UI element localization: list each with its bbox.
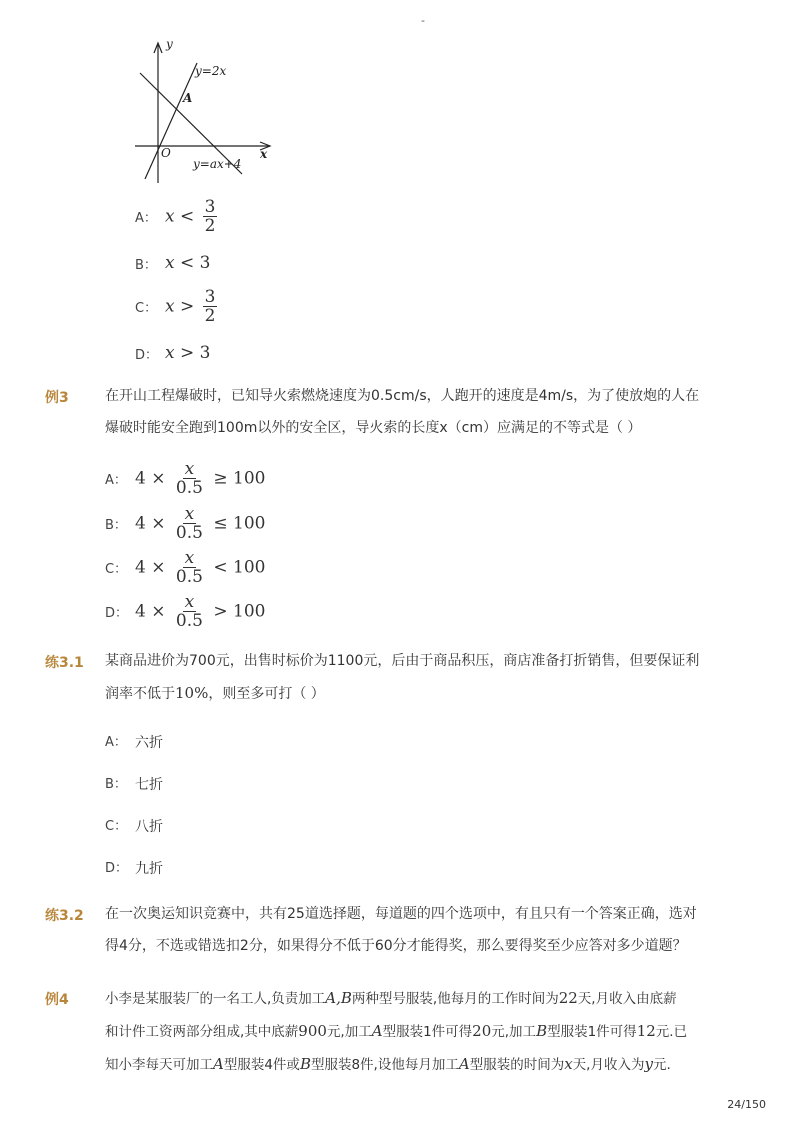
x-axis-label: x xyxy=(260,147,268,161)
prev-option-d[interactable]: D： x > 3 xyxy=(135,343,211,363)
practice-3-1-question xyxy=(105,645,765,710)
example-3-line1: 在开山工程爆破时，已知导火索燃烧速度为0.5cm/s，人跑开的速度是4m/s，为了使放炮的人在 xyxy=(105,388,700,404)
practice-3-1-line2: 润率不低于10%，则至多可打（ ） xyxy=(105,684,325,702)
page-number: 24/150 xyxy=(727,1098,766,1111)
origin-label: O xyxy=(161,146,171,160)
example-3-question xyxy=(105,380,765,444)
practice-3-2-line1: 在一次奥运知识竞赛中，共有25道选择题，每道题的四个选项中，有且只有一个答案正确，选对 xyxy=(105,906,697,922)
practice-3-1-tag: 练3.1 xyxy=(45,655,84,671)
practice-3-2-question xyxy=(105,898,765,962)
ex3-option-b[interactable]: B： 4 × $\frac{x}{0.5}$ ≤ 100 xyxy=(105,504,266,544)
y-axis-label: y xyxy=(166,37,173,51)
practice-3-2-tag: 练3.2 xyxy=(45,908,84,924)
ex3-option-d[interactable]: D： 4 × $\frac{x}{0.5}$ > 100 xyxy=(105,592,266,632)
line1-label: y=2x xyxy=(195,64,227,78)
example-4-line3: 知小李每天可加工A型服装4件或B型服装8件,设他每月加工A型服装的时间为x天,月收入为y元. xyxy=(105,1055,671,1073)
example-3-line2: 爆破时能安全跑到100m以外的安全区，导火索的长度x（cm）应满足的不等式是（ ） xyxy=(105,420,642,436)
prev-option-a[interactable]: A： x < $\frac{3}{2}$ xyxy=(135,197,216,237)
example-4-question xyxy=(105,982,775,1081)
example-4-line1: 小李是某服装厂的一名工人,负责加工A,B两种型号服装,他每月的工作时间为22天,月收入由底薪 xyxy=(105,989,677,1007)
p31-option-b[interactable]: B： 七折 xyxy=(105,777,163,793)
example-4-tag: 例4 xyxy=(45,992,69,1008)
p31-option-d[interactable]: D： 九折 xyxy=(105,861,163,877)
ex3-option-a[interactable]: A： 4 × $\frac{x}{0.5}$ ≥ 100 xyxy=(105,459,266,499)
prev-option-c[interactable]: C： x > $\frac{3}{2}$ xyxy=(135,287,216,327)
example-4-line2: 和计件工资两部分组成,其中底薪900元,加工A型服装1件可得20元,加工B型服装1件可得12元.已 xyxy=(105,1022,688,1040)
practice-3-1-line1: 某商品进价为700元，出售时标价为1100元，后由于商品积压，商店准备打折销售，但要保证利 xyxy=(105,653,700,669)
ex3-option-c[interactable]: C： 4 × $\frac{x}{0.5}$ < 100 xyxy=(105,548,266,588)
header-mark: - xyxy=(421,14,425,27)
point-a-label: A xyxy=(183,91,193,105)
p31-option-a[interactable]: A： 六折 xyxy=(105,735,163,751)
example-3-tag: 例3 xyxy=(45,390,69,406)
line2-label: y=ax+4 xyxy=(193,157,242,171)
practice-3-2-line2: 得4分，不选或错选扣2分，如果得分不低于60分才能得奖，那么要得奖至少应答对多少道题？ xyxy=(105,938,687,954)
coordinate-graph xyxy=(125,33,275,183)
p31-option-c[interactable]: C： 八折 xyxy=(105,819,163,835)
prev-option-b[interactable]: B： x < 3 xyxy=(135,253,211,273)
